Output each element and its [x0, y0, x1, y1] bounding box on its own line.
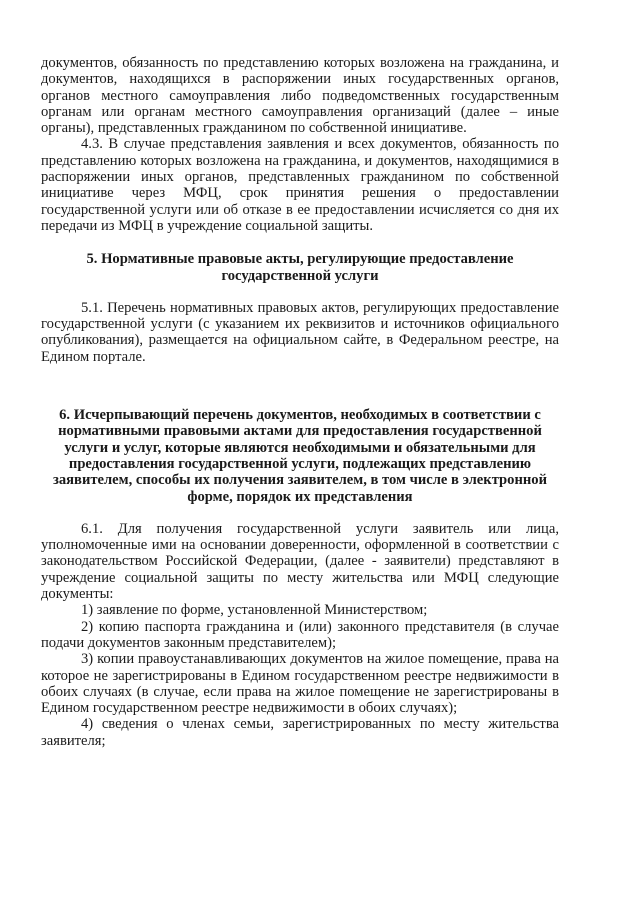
section-6-heading: 6. Исчерпывающий перечень документов, необходимых в соответствии с нормативными правовыми актами для предоставления государственной услуги и услуг, которые являются необходимыми и обязательными для предоставления государственной услуги, подлежащих представлению заявителем, способы их получения заявителем, в том числе в электронной форме, порядок их представления [53, 407, 547, 505]
document-page [41, 55, 559, 749]
paragraph-continuation: документов, обязанность по представлению которых возложена на гражданина, и документов, находящихся в распоряжении иных государственных органов, органов местного самоуправления либо подведомственных государственным органам или органам местного самоуправления организаций (далее – иные органы), представленных гражданином по собственной инициативе. [41, 55, 559, 137]
paragraph-6-1: 6.1. Для получения государственной услуги заявитель или лица, уполномоченные ими на основании доверенности, оформленной в соответствии с законодательством Российской Федерации, (далее - заявители) представляют в учреждение социальной защиты по месту жительства или МФЦ следующие документы: [41, 520, 559, 603]
paragraph-5-1: 5.1. Перечень нормативных правовых актов, регулирующих предоставление государственной услуги (с указанием их реквизитов и источников официального опубликования), размещается на официальном сайте, в Федеральном реестре, на Едином портале. [41, 299, 559, 365]
list-item: 4) сведения о членах семьи, зарегистрированных по месту жительства заявителя; [41, 716, 559, 749]
list-item: 3) копии правоустанавливающих документов на жилое помещение, права на которое не зарегистрированы в Едином государственном реестре недвижимости в обоих случаях (в случае, если права на жилое помещение не зарегистрированы в Едином государственном реестре недвижимости в обоих случаях); [41, 651, 559, 717]
paragraph-4-3: 4.3. В случае представления заявления и всех документов, обязанность по представлению которых возложена на гражданина, и документов, находящимися в распоряжении иных органов, представленных гражданином по собственной инициативе через МФЦ, срок принятия решения о предоставлении государственной услуги или об отказе в ее предоставлении исчисляется со дня их передачи из МФЦ в учреждение социальной защиты. [41, 136, 559, 234]
section-5-heading: 5. Нормативные правовые акты, регулирующие предоставление государственной услуги [86, 251, 514, 284]
list-item: 1) заявление по форме, установленной Министерством; [81, 602, 428, 619]
list-item: 2) копию паспорта гражданина и (или) законного представителя (в случае подачи документов законным представителем); [41, 618, 559, 651]
